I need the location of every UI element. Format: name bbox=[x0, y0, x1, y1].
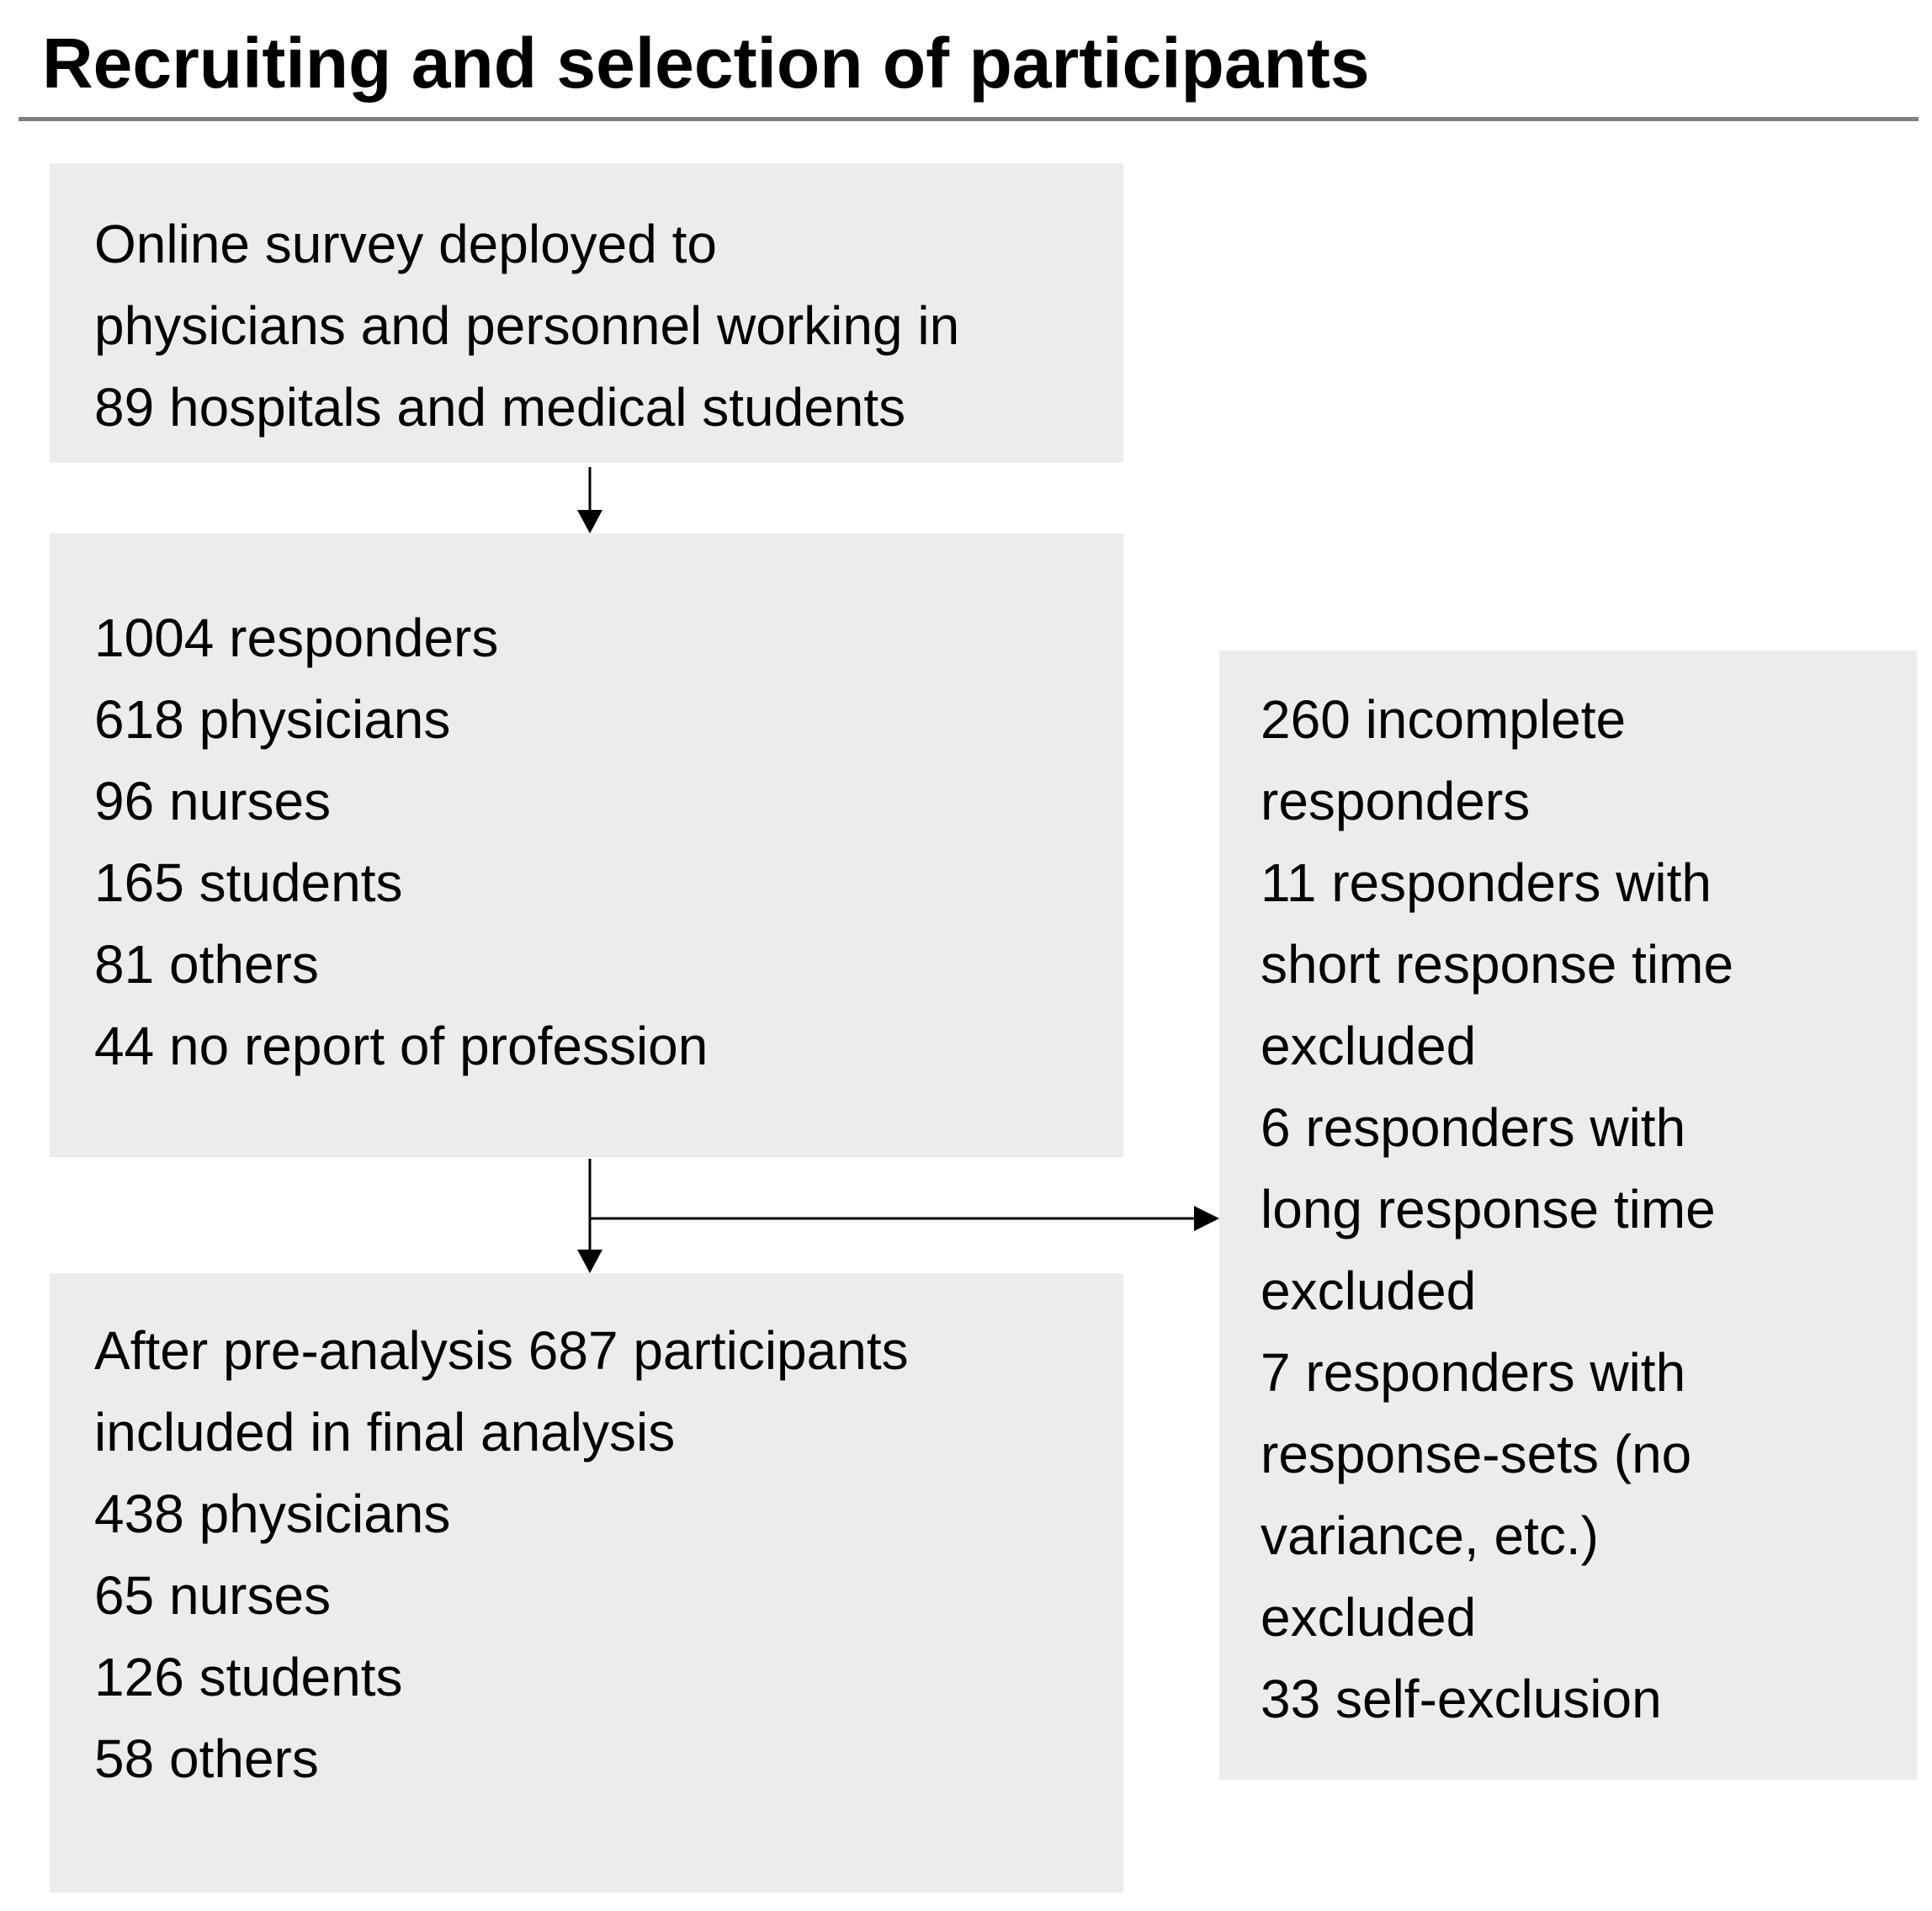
final-line-3: 438 physicians bbox=[94, 1484, 451, 1544]
excluded-line-10: response-sets (no bbox=[1261, 1424, 1692, 1484]
final-line-5: 126 students bbox=[94, 1647, 403, 1707]
final-line-2: included in final analysis bbox=[94, 1402, 676, 1462]
excluded-line-6: 6 responders with bbox=[1261, 1097, 1686, 1158]
excluded-line-5: excluded bbox=[1261, 1016, 1477, 1076]
diagram-title: Recruiting and selection of participants bbox=[42, 24, 1370, 103]
excluded-line-3: 11 responders with bbox=[1261, 852, 1712, 913]
excluded-line-1: 260 incomplete bbox=[1261, 689, 1627, 750]
excluded-line-8: excluded bbox=[1261, 1261, 1477, 1321]
arrow-to-excluded bbox=[590, 1206, 1219, 1231]
responders-line-2: 618 physicians bbox=[94, 689, 451, 750]
responders-line-6: 44 no report of profession bbox=[94, 1016, 709, 1076]
responders-line-5: 81 others bbox=[94, 934, 319, 995]
excluded-line-9: 7 responders with bbox=[1261, 1342, 1686, 1403]
final-line-4: 65 nurses bbox=[94, 1565, 332, 1626]
survey-line-3: 89 hospitals and medical students bbox=[94, 377, 906, 438]
survey-line-2: physicians and personnel working in bbox=[94, 295, 960, 356]
responders-line-1: 1004 responders bbox=[94, 608, 499, 668]
excluded-line-11: variance, etc.) bbox=[1261, 1505, 1599, 1566]
excluded-line-13: 33 self-exclusion bbox=[1261, 1669, 1662, 1729]
arrow-survey-to-responders bbox=[577, 467, 602, 533]
excluded-line-2: responders bbox=[1261, 771, 1531, 831]
survey-line-1: Online survey deployed to bbox=[94, 214, 717, 274]
arrow-responders-to-final bbox=[577, 1159, 602, 1273]
responders-line-3: 96 nurses bbox=[94, 771, 332, 831]
excluded-line-4: short response time bbox=[1261, 934, 1734, 995]
responders-line-4: 165 students bbox=[94, 852, 403, 913]
final-line-6: 58 others bbox=[94, 1728, 319, 1789]
final-line-1: After pre-analysis 687 participants bbox=[94, 1320, 909, 1381]
excluded-line-7: long response time bbox=[1261, 1179, 1716, 1239]
excluded-line-12: excluded bbox=[1261, 1587, 1477, 1648]
